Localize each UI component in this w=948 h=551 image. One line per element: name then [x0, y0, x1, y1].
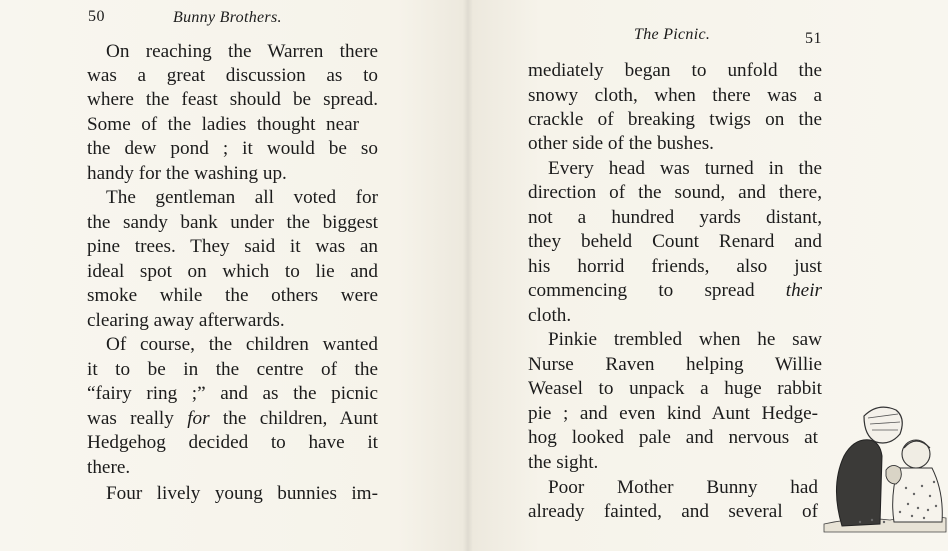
page-number-left: 50: [88, 8, 105, 25]
text-line: Pinkie trembled when he saw: [548, 329, 822, 350]
text-line: mediately began to unfold the: [528, 60, 822, 81]
text-line: smoke while the others were: [87, 285, 378, 306]
page-number-right: 51: [805, 30, 822, 47]
text-line: direction of the sound, and there,: [528, 182, 822, 203]
text-line: the dew pond ; it would be so: [87, 138, 378, 159]
text-line: hog looked pale and nervous at: [528, 427, 818, 448]
text-line: Hedgehog decided to have it: [87, 432, 378, 453]
text-line: other side of the bushes.: [528, 133, 714, 154]
text-line: was a great discussion as to: [87, 65, 378, 86]
text-line: pie ; and even kind Aunt Hedge-: [528, 403, 818, 424]
text-line: Weasel to unpack a huge rabbit: [528, 378, 822, 399]
text-line: cloth.: [528, 305, 572, 326]
text-line: ideal spot on which to lie and: [87, 261, 378, 282]
text-line: crackle of breaking twigs on the: [528, 109, 822, 130]
book-gutter: [463, 0, 473, 551]
text-line: Nurse Raven helping Willie: [528, 354, 822, 375]
text-line: not a hundred yards distant,: [528, 207, 822, 228]
running-head-right: The Picnic.: [634, 26, 711, 43]
text-line: the sight.: [528, 452, 599, 473]
text-line: Four lively young bunnies im-: [106, 483, 378, 504]
text-line: pine trees. They said it was an: [87, 236, 378, 257]
text-line: his horrid friends, also just: [528, 256, 822, 277]
text-line: Poor Mother Bunny had: [548, 477, 818, 498]
running-head-left: Bunny Brothers.: [173, 9, 282, 26]
text-line: where the feast should be spread.: [87, 89, 378, 110]
text-line: Every head was turned in the: [548, 158, 822, 179]
text-line: they beheld Count Renard and: [528, 231, 822, 252]
text-line: “fairy ring ;” and as the picnic: [87, 383, 378, 404]
text-line: The gentleman all voted for: [106, 187, 378, 208]
left-page: [0, 0, 468, 551]
text-line: On reaching the Warren there: [106, 41, 378, 62]
text-line: snowy cloth, when there was a: [528, 85, 822, 106]
text-line: already fainted, and several of: [528, 501, 818, 522]
text-line: commencing to spread their: [528, 280, 822, 301]
text-line: was really for the children, Aunt: [87, 408, 378, 429]
text-line: clearing away afterwards.: [87, 310, 285, 331]
text-line: there.: [87, 457, 131, 478]
illustration-animals-icon: [820, 396, 948, 536]
text-line: Of course, the children wanted: [106, 334, 378, 355]
text-line: the sandy bank under the biggest: [87, 212, 378, 233]
text-line: Some of the ladies thought near: [87, 114, 359, 135]
text-line: it to be in the centre of the: [87, 359, 378, 380]
text-line: handy for the washing up.: [87, 163, 287, 184]
